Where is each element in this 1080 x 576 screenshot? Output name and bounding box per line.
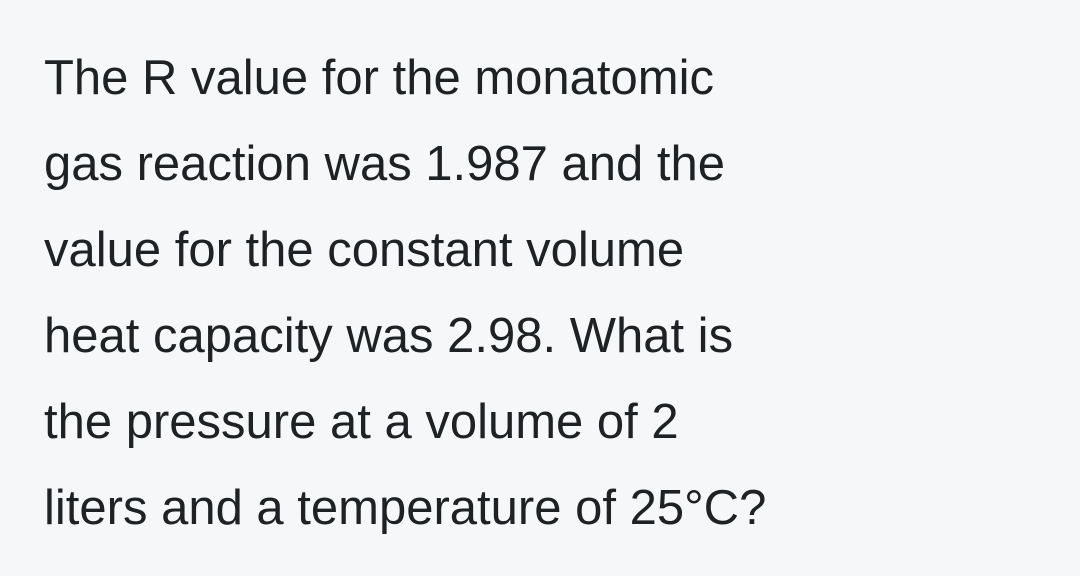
question-line-5: the pressure at a volume of 2 bbox=[44, 395, 679, 449]
question-line-3: value for the constant volume bbox=[44, 223, 685, 277]
question-line-1: The R value for the monatomic bbox=[44, 51, 714, 105]
question-line-6: liters and a temperature of 25°C? bbox=[44, 481, 767, 535]
question-line-2: gas reaction was 1.987 and the bbox=[44, 137, 726, 191]
question-text bbox=[44, 35, 1054, 551]
question-line-4: heat capacity was 2.98. What is bbox=[44, 309, 734, 363]
